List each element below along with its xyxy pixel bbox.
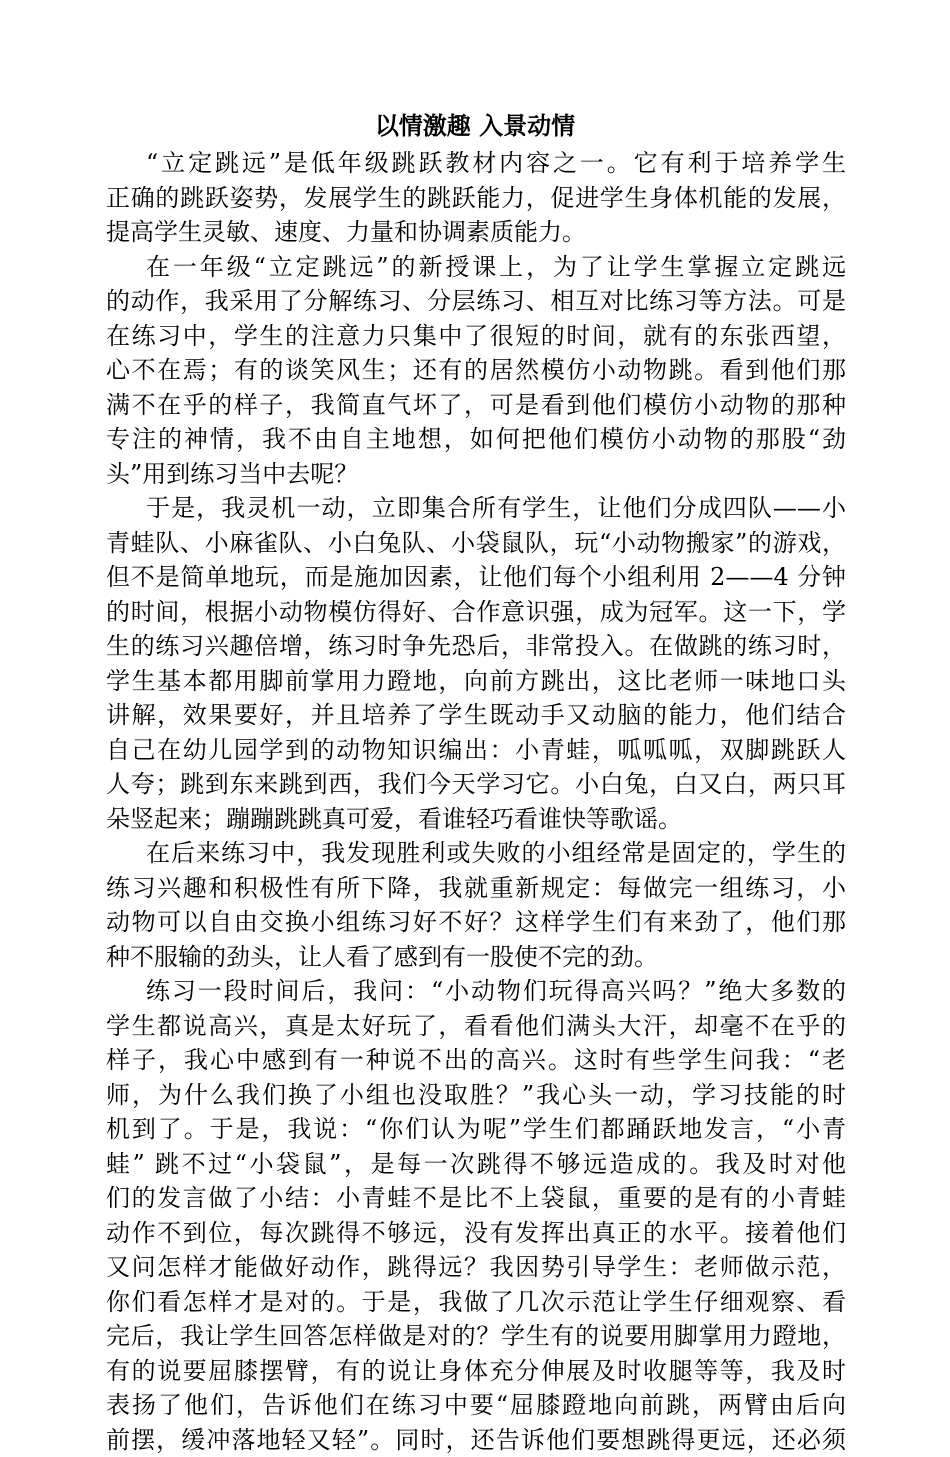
text-line: 的时间，根据小动物模仿得好、合作意识强，成为冠军。这一下，学	[106, 595, 846, 630]
text-line: 机到了。于是，我说：“你们认为呢”学生们都踊跃地发言，“小青	[106, 1112, 846, 1147]
text-line: 心不在焉；有的谈笑风生；还有的居然模仿小动物跳。看到他们那	[106, 353, 846, 388]
text-line: 于是，我灵机一动，立即集合所有学生，让他们分成四队——小	[106, 491, 846, 526]
text-line: 但不是简单地玩，而是施加因素，让他们每个小组利用 2——4 分钟	[106, 560, 846, 595]
text-line: 练习一段时间后，我问：“小动物们玩得高兴吗？”绝大多数的	[106, 974, 846, 1009]
text-line: 自己在幼儿园学到的动物知识编出：小青蛙，呱呱呱，双脚跳跃人	[106, 733, 846, 768]
text-line: 蛙” 跳不过“小袋鼠”，是每一次跳得不够远造成的。我及时对他	[106, 1147, 846, 1182]
text-line: 你们看怎样才是对的。于是，我做了几次示范让学生仔细观察、看	[106, 1285, 846, 1320]
text-line: 练习兴趣和积极性有所下降，我就重新规定：每做完一组练习，小	[106, 871, 846, 906]
text-line: 头”用到练习当中去呢？	[106, 457, 846, 492]
text-line: 动物可以自由交换小组练习好不好？这样学生们有来劲了，他们那	[106, 905, 846, 940]
text-line: 师，为什么我们换了小组也没取胜？”我心头一动，学习技能的时	[106, 1078, 846, 1113]
text-line: 提高学生灵敏、速度、力量和协调素质能力。	[106, 215, 846, 250]
text-line: 种不服输的劲头，让人看了感到有一股使不完的劲。	[106, 940, 846, 975]
text-line: 讲解，效果要好，并且培养了学生既动手又动脑的能力，他们结合	[106, 698, 846, 733]
text-line: 样子，我心中感到有一种说不出的高兴。这时有些学生问我：“老	[106, 1043, 846, 1078]
text-line: 完后，我让学生回答怎样做是对的？学生有的说要用脚掌用力蹬地，	[106, 1319, 846, 1354]
text-line: “立定跳远”是低年级跳跃教材内容之一。它有利于培养学生	[106, 146, 846, 181]
text-line: 生的练习兴趣倍增，练习时争先恐后，非常投入。在做跳的练习时，	[106, 629, 846, 664]
text-line: 学生基本都用脚前掌用力蹬地，向前方跳出，这比老师一味地口头	[106, 664, 846, 699]
text-line: 人夸；跳到东来跳到西，我们今天学习它。小白兔，白又白，两只耳	[106, 767, 846, 802]
text-line: 朵竖起来；蹦蹦跳跳真可爱，看谁轻巧看谁快等歌谣。	[106, 802, 846, 837]
text-line: 在练习中，学生的注意力只集中了很短的时间，就有的东张西望，	[106, 319, 846, 354]
document-body	[106, 146, 846, 1457]
text-line: 正确的跳跃姿势，发展学生的跳跃能力，促进学生身体机能的发展，	[106, 181, 846, 216]
text-line: 在后来练习中，我发现胜利或失败的小组经常是固定的，学生的	[106, 836, 846, 871]
text-line: 又问怎样才能做好动作，跳得远？我因势引导学生：老师做示范，	[106, 1250, 846, 1285]
text-line: 们的发言做了小结：小青蛙不是比不上袋鼠，重要的是有的小青蛙	[106, 1181, 846, 1216]
text-line: 满不在乎的样子，我简直气坏了，可是看到他们模仿小动物的那种	[106, 388, 846, 423]
text-line: 前摆，缓冲落地轻又轻”。同时，还告诉他们要想跳得更远，还必须	[106, 1423, 846, 1457]
text-line: 的动作，我采用了分解练习、分层练习、相互对比练习等方法。可是	[106, 284, 846, 319]
document-title: 以情激趣 入景动情	[0, 110, 950, 142]
text-line: 表扬了他们，告诉他们在练习中要“屈膝蹬地向前跳，两臂由后向	[106, 1388, 846, 1423]
text-line: 专注的神情，我不由自主地想，如何把他们模仿小动物的那股“劲	[106, 422, 846, 457]
text-line: 学生都说高兴，真是太好玩了，看看他们满头大汗，却毫不在乎的	[106, 1009, 846, 1044]
text-line: 动作不到位，每次跳得不够远，没有发挥出真正的水平。接着他们	[106, 1216, 846, 1251]
text-line: 在一年级“立定跳远”的新授课上，为了让学生掌握立定跳远	[106, 250, 846, 285]
text-line: 有的说要屈膝摆臂，有的说让身体充分伸展及时收腿等等，我及时	[106, 1354, 846, 1389]
text-line: 青蛙队、小麻雀队、小白兔队、小袋鼠队，玩“小动物搬家”的游戏，	[106, 526, 846, 561]
